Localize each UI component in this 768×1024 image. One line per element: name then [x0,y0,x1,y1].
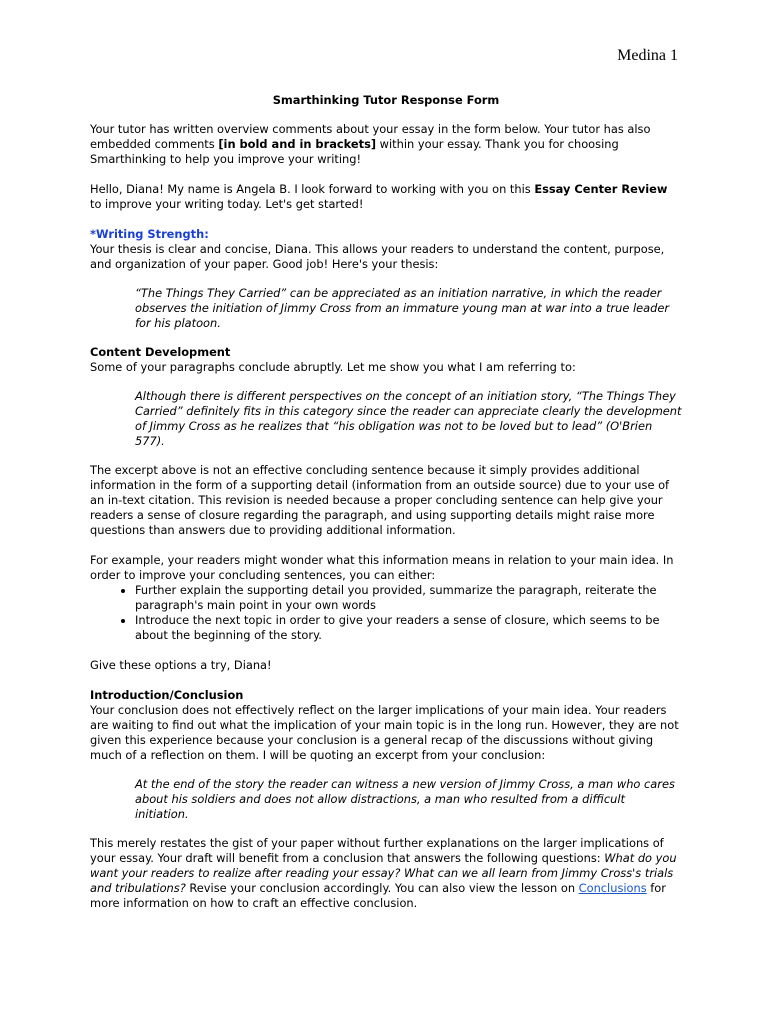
intro-text-start: Your tutor has written overview comments about your essay in the form below. Your tutor has also embedded comments [90,122,651,151]
document-body [90,93,682,911]
intro-conclusion-body: Your conclusion does not effectively reflect on the larger implications of your main idea. Your readers are waiting to find out what the implication of your main topic is in the long run. However, they are not given this experience because your conclusion is a general recap of the discussions without giving much of a reflection on them. I will be quoting an excerpt from your conclusion: [90,703,679,762]
greeting-text-start: Hello, Diana! My name is Angela B. I look forward to working with you on this [90,182,535,196]
conclusions-link[interactable]: Conclusions [578,881,647,895]
intro-conclusion-heading: Introduction/Conclusion [90,688,244,702]
final-paragraph [90,836,682,911]
options-list [90,583,682,643]
final-text-end: for more information on how to craft an effective conclusion. [90,881,666,910]
conclusion-quote: At the end of the story the reader can witness a new version of Jimmy Cross, a man who cares about his soldiers and does not allow distractions, a man who resulted from a difficult initiation. [135,777,675,821]
page-title: Smarthinking Tutor Response Form [272,93,500,107]
list-item: • Further explain the supporting detail you provided, summarize the paragraph, reiterate the paragraph's main point in your own words [135,583,682,613]
content-development-body: Some of your paragraphs conclude abruptly. Let me show you what I am referring to: [90,360,576,374]
intro-bold-text: [in bold and in brackets] [218,137,377,151]
explanation-paragraph: The excerpt above is not an effective concluding sentence because it simply provides additional information in the form of a supporting detail (information from an outside source) due to your use of an in-text citation. This revision is needed because a proper concluding sentence can help give your readers a sense of closure regarding the paragraph, and using supporting details might raise more questions than answers due to providing additional information. [90,463,670,537]
final-questions: What do you want your readers to realize after reading your essay? What can we all learn from Jimmy Cross's trials and tribulations? [90,851,677,895]
intro-paragraph [90,122,682,167]
final-text-start: This merely restates the gist of your paper without further explanations on the larger implications of your essay. Your draft will benefit from a conclusion that answers the following questions: [90,836,664,865]
writing-strength-body: Your thesis is clear and concise, Diana. This allows your readers to understand the content, purpose, and organization of your paper. Good job! Here's your thesis: [90,242,665,271]
greeting-paragraph [90,182,682,212]
writing-strength-heading: *Writing Strength: [90,227,209,241]
options-closing: Give these options a try, Diana! [90,658,272,672]
final-text-mid: Revise your conclusion accordingly. You can also view the lesson on [185,881,579,895]
list-item: • Introduce the next topic in order to give your readers a sense of closure, which seems to be about the beginning of the story. [135,613,682,643]
options-intro: For example, your readers might wonder what this information means in relation to your main idea. In order to improve your concluding sentences, you can either: [90,553,674,582]
content-development-heading: Content Development [90,345,231,359]
intro-text-end: within your essay. Thank you for choosing Smarthinking to help you improve your writing! [90,137,619,166]
paragraph-quote: Although there is different perspectives on the concept of an initiation story, “The Things They Carried” definitely fits in this category since the reader can appreciate clearly the development of Jimmy Cross as he realizes that “his obligation was not to be loved but to lead” (O'Brien 577). [135,389,682,448]
thesis-quote: “The Things They Carried” can be appreciated as an initiation narrative, in which the reader observes the initiation of Jimmy Cross from an immature young man at war into a true leader for his platoon. [135,286,670,330]
greeting-bold-text: Essay Center Review [534,182,668,196]
greeting-text-end: to improve your writing today. Let's get started! [90,197,364,211]
page-number-header: Medina 1 [617,47,678,64]
